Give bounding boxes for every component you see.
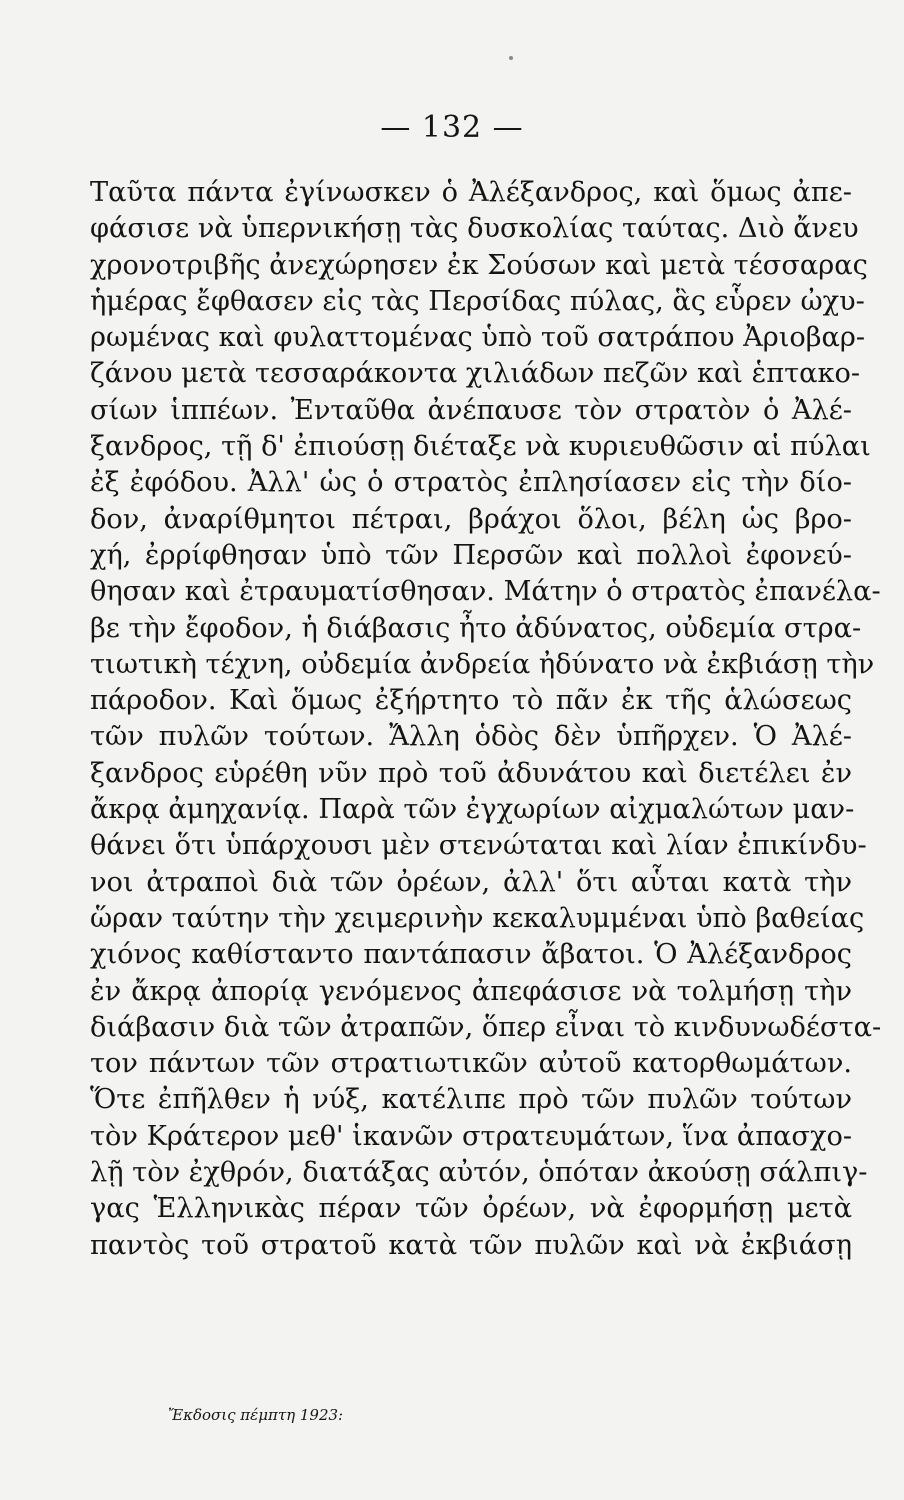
text-line: Ταῦτα πάντα ἐγίνωσκεν ὁ Ἀλέξανδρος, καὶ ὅμως ἀπε- (90, 177, 852, 208)
text-line: ἡμέρας ἔφθασεν εἰς τὰς Περσίδας πύλας, ἃς εὗρεν ὠχυ- (90, 285, 865, 317)
text-line: ζάνου μετὰ τεσσαράκοντα χιλιάδων πεζῶν καὶ ἑπτακο- (90, 358, 861, 390)
text-line: χιόνος καθίσταντο παντάπασιν ἄβατοι. Ὁ Ἀλέξανδρος (90, 939, 852, 971)
text-line: φάσισε νὰ ὑπερνικήσῃ τὰς δυσκολίας ταύτας. Διὸ ἄνευ (90, 213, 859, 245)
text-line: τὸν Κράτερον μεθ' ἱκανῶν στρατευμάτων, ἵνα ἀπασχο- (90, 1120, 853, 1152)
text-line: πάροδον. Καὶ ὅμως ἐξήρτητο τὸ πᾶν ἐκ τῆς ἁλώσεως (90, 685, 852, 717)
ink-speck (509, 56, 513, 60)
text-line: σίων ἱππέων. Ἐνταῦθα ἀνέπαυσε τὸν στρατὸν ὁ Ἀλέ- (90, 394, 852, 426)
text-line: τιωτικὴ τέχνη, οὐδεμία ἀνδρεία ἠδύνατο νὰ ἐκβιάσῃ τὴν (90, 648, 875, 680)
body-text (90, 175, 882, 1264)
text-line: λῇ τὸν ἐχθρόν, διατάξας αὐτόν, ὁπόταν ἀκούσῃ σάλπιγ- (90, 1157, 868, 1189)
text-line: ὥραν ταύτην τὴν χειμερινὴν κεκαλυμμέναι ὑπὸ βαθείας (90, 902, 865, 934)
text-line: ἐξ ἐφόδου. Ἀλλ' ὡς ὁ στρατὸς ἐπλησίασεν εἰς τὴν δίο- (90, 467, 852, 499)
text-line: ἄκρᾳ ἀμηχανίᾳ. Παρὰ τῶν ἐγχωρίων αἰχμαλώτων μαν- (90, 794, 855, 826)
text-line: βε τὴν ἔφοδον, ἡ διάβασις ἦτο ἀδύνατος, οὐδεμία στρα- (90, 612, 862, 644)
text-line: γας Ἑλληνικὰς πέραν τῶν ὀρέων, νὰ ἐφορμήσῃ μετὰ (90, 1193, 852, 1225)
text-line: θάνει ὅτι ὑπάρχουσι μὲν στενώταται καὶ λίαν ἐπικίνδυ- (90, 830, 867, 862)
text-line: ξανδρος εὑρέθη νῦν πρὸ τοῦ ἀδυνάτου καὶ διετέλει ἐν (90, 757, 852, 789)
text-line: νοι ἀτραποὶ διὰ τῶν ὀρέων, ἀλλ' ὅτι αὗται κατὰ τὴν (90, 866, 852, 898)
edition-footer: Ἔκδοσις πέμπτη 1923: (168, 1406, 344, 1424)
text-line: ξανδρος, τῇ δ' ἐπιούσῃ διέταξε νὰ κυριευθῶσιν αἱ πύλαι (90, 431, 871, 463)
text-line: διάβασιν διὰ τῶν ἀτραπῶν, ὅπερ εἶναι τὸ κινδυνωδέστα- (90, 1011, 882, 1043)
text-line: χή, ἐρρίφθησαν ὑπὸ τῶν Περσῶν καὶ πολλοὶ ἐφονεύ- (90, 539, 852, 571)
text-line: θησαν καὶ ἐτραυματίσθησαν. Μάτην ὁ στρατὸς ἐπανέλα- (90, 576, 881, 608)
text-line: ἐν ἄκρᾳ ἀπορίᾳ γενόμενος ἀπεφάσισε νὰ τολμήσῃ τὴν (90, 975, 852, 1007)
text-line: ρωμένας καὶ φυλαττομένας ὑπὸ τοῦ σατράπου Ἀριοβαρ- (90, 322, 866, 354)
text-line: τον πάντων τῶν στρατιωτικῶν αὐτοῦ κατορθωμάτων. (90, 1048, 852, 1080)
text-line: δον, ἀναρίθμητοι πέτραι, βράχοι ὅλοι, βέλη ὡς βρο- (90, 503, 852, 535)
text-line: τῶν πυλῶν τούτων. Ἄλλη ὁδὸς δὲν ὑπῆρχεν. Ὁ Ἀλέ- (90, 721, 852, 753)
page-number: — 132 — (380, 110, 524, 145)
text-line: χρονοτριβῆς ἀνεχώρησεν ἐκ Σούσων καὶ μετὰ τέσσαρας (90, 249, 868, 281)
text-line: παντὸς τοῦ στρατοῦ κατὰ τῶν πυλῶν καὶ νὰ ἐκβιάσῃ (90, 1229, 852, 1261)
text-line: Ὅτε ἐπῆλθεν ἡ νύξ, κατέλιπε πρὸ τῶν πυλῶν τούτων (90, 1084, 852, 1116)
